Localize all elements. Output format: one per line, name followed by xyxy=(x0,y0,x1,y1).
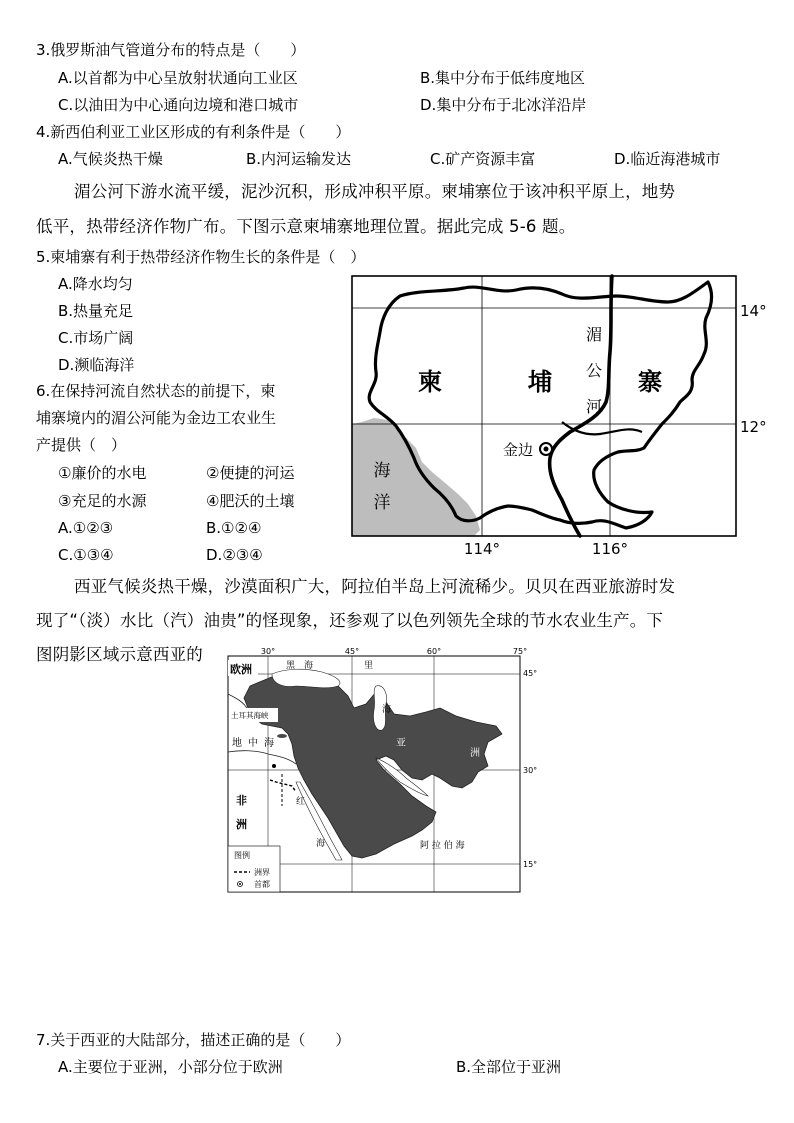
label-asia-2: 洲 xyxy=(470,748,480,759)
q4-option-d[interactable]: D.临近海港城市 xyxy=(614,150,721,168)
q5-stem: 5.柬埔寨有利于热带经济作物生长的条件是（ ） xyxy=(36,248,366,266)
q3-option-b[interactable]: B.集中分布于低纬度地区 xyxy=(420,69,586,87)
q5-option-d[interactable]: D.濒临海洋 xyxy=(58,356,135,374)
label-med-1: 地 xyxy=(232,738,242,749)
label-asia-1: 亚 xyxy=(396,738,406,749)
label-turkey-strait: 土耳其海峡 xyxy=(231,711,269,720)
label-red-1: 红 xyxy=(296,797,306,807)
river-label-3: 河 xyxy=(585,397,603,416)
q4-stem: 4.新西伯利亚工业区形成的有利条件是（ ） xyxy=(36,123,351,141)
lat-label-12: 12° xyxy=(740,418,767,436)
capital-dot xyxy=(272,764,276,768)
q7-stem: 7.关于西亚的大陆部分，描述正确的是（ ） xyxy=(36,1031,351,1049)
passage2-line3: 图阴影区域示意西亚的 xyxy=(36,645,203,664)
q6-option-b[interactable]: B.①②④ xyxy=(206,519,262,537)
lon-label-114: 114° xyxy=(463,540,501,558)
west-asia-map xyxy=(226,646,540,898)
q6-item-4: ④肥沃的土壤 xyxy=(206,492,295,510)
lat-label-14: 14° xyxy=(740,302,767,320)
label-caspian: 海 xyxy=(382,705,392,715)
q6-option-c[interactable]: C.①③④ xyxy=(58,546,114,564)
q7-option-b[interactable]: B.全部位于亚洲 xyxy=(456,1058,562,1076)
q3-option-a[interactable]: A.以首都为中心呈放射状通向工业区 xyxy=(58,69,298,87)
country-label-3: 寨 xyxy=(638,368,662,396)
sea-label-2: 洋 xyxy=(373,493,391,513)
q6-item-1: ①廉价的水电 xyxy=(58,464,147,482)
label-li: 里 xyxy=(364,661,374,671)
lat-label-15: 15° xyxy=(523,860,538,869)
lon-label-75: 75° xyxy=(512,647,528,656)
label-med-2: 中 xyxy=(248,738,258,749)
lat-label-30: 30° xyxy=(523,766,538,775)
q6-option-d[interactable]: D.②③④ xyxy=(206,546,263,564)
q4-option-b[interactable]: B.内河运输发达 xyxy=(246,150,352,168)
lon-label-30: 30° xyxy=(260,647,276,656)
q3-option-d[interactable]: D.集中分布于北冰洋沿岸 xyxy=(420,96,587,114)
legend-border-label: 洲界 xyxy=(254,868,270,877)
q6-item-3: ③充足的水源 xyxy=(58,492,147,510)
q6-option-a[interactable]: A.①②③ xyxy=(58,519,114,537)
label-black-sea: 黑 海 xyxy=(286,661,314,671)
lat-label-45: 45° xyxy=(523,669,538,678)
river-label-1: 湄 xyxy=(585,325,603,344)
passage2-line1: 西亚气候炎热干燥，沙漠面积广大，阿拉伯半岛上河流稀少。贝贝在西亚旅游时发 xyxy=(74,577,676,596)
q3-option-c[interactable]: C.以油田为中心通向边境和港口城市 xyxy=(58,96,299,114)
river-label-2: 公 xyxy=(585,361,603,380)
label-europe: 欧洲 xyxy=(230,663,252,676)
lon-label-116: 116° xyxy=(591,540,629,558)
passage1-line1: 湄公河下游水流平缓，泥沙沉积，形成冲积平原。柬埔寨位于该冲积平原上，地势 xyxy=(74,182,676,201)
legend-title: 图例 xyxy=(234,851,250,860)
q3-stem: 3.俄罗斯油气管道分布的特点是（ ） xyxy=(36,41,306,59)
country-label-1: 柬 xyxy=(418,368,442,396)
q6-stem-line1: 6.在保持河流自然状态的前提下，柬 xyxy=(36,382,276,400)
q5-option-a[interactable]: A.降水均匀 xyxy=(58,275,133,293)
label-red-2: 海 xyxy=(316,839,326,849)
q6-stem-line2: 埔寨境内的湄公河能为金边工农业生 xyxy=(36,409,277,427)
q4-option-a[interactable]: A.气候炎热干燥 xyxy=(58,150,163,168)
cambodia-map xyxy=(348,272,778,562)
passage2-line2: 现了“（淡）水比（汽）油贵”的怪现象，还参观了以色列领先全球的节水农业生产。下 xyxy=(36,611,664,630)
lon-label-60: 60° xyxy=(426,647,442,656)
capital-label: 金边 xyxy=(502,441,534,459)
country-label-2: 埔 xyxy=(528,368,552,396)
q5-option-c[interactable]: C.市场广阔 xyxy=(58,329,134,347)
legend-capital-label: 首都 xyxy=(254,880,270,889)
label-med-3: 海 xyxy=(264,738,274,749)
label-africa-2: 洲 xyxy=(236,818,247,831)
q6-item-2: ②便捷的河运 xyxy=(206,464,295,482)
passage1-line2: 低平，热带经济作物广布。下图示意柬埔寨地理位置。据此完成 5-6 题。 xyxy=(36,217,576,236)
cyprus xyxy=(277,734,287,738)
q6-stem-line3: 产提供（ ） xyxy=(36,436,127,454)
label-arabian-sea: 阿 拉 伯 海 xyxy=(420,841,465,851)
sea-label-1: 海 xyxy=(373,461,391,481)
q5-option-b[interactable]: B.热量充足 xyxy=(58,302,134,320)
q4-option-c[interactable]: C.矿产资源丰富 xyxy=(430,150,536,168)
lon-label-45: 45° xyxy=(344,647,360,656)
q7-option-a[interactable]: A.主要位于亚洲，小部分位于欧洲 xyxy=(58,1058,283,1076)
label-africa-1: 非 xyxy=(236,794,247,807)
